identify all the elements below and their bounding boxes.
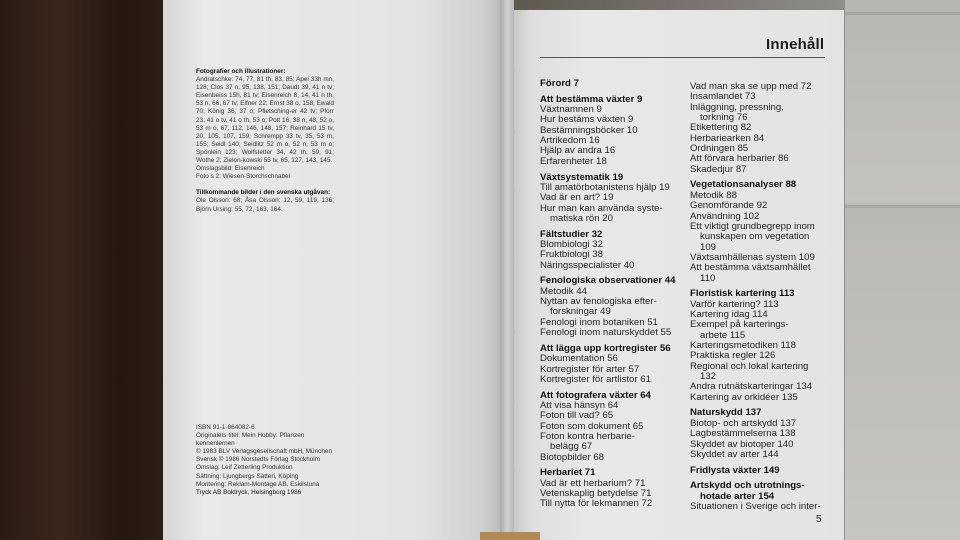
toc-entry: Skadedjur 87 xyxy=(690,163,747,175)
title-rule xyxy=(540,57,825,58)
toc-entry: Exempel på karterings- xyxy=(690,319,789,331)
toc-entry: Växtsamhällenas system 109 xyxy=(690,251,815,263)
toc-entry: Vad är ett herbarium? 71 xyxy=(540,477,646,489)
toc-entry: Vad man ska se upp med 72 xyxy=(690,81,812,92)
toc-entry: Biotopbilder 68 xyxy=(540,451,605,463)
toc-section xyxy=(690,408,840,460)
toc-section xyxy=(690,481,840,512)
printer: Tryck AB Boktryck, Helsingborg 1986 xyxy=(196,488,302,496)
toc-entry: Växtnamnen 9 xyxy=(540,104,602,116)
toc-entry: Fenologi inom naturskyddet 55 xyxy=(540,327,672,339)
toc-section-heading: Förord 7 xyxy=(540,78,579,89)
toc-section-heading: Floristisk kartering 113 xyxy=(690,288,795,300)
page-number: 5 xyxy=(816,514,822,525)
toc-section-heading-cont: hotade arter 154 xyxy=(700,490,775,502)
toc-section-heading: Att fotografera växter 64 xyxy=(540,389,651,401)
toc-entry: Metodik 44 xyxy=(540,285,587,297)
toc-entry: Fruktbiologi 38 xyxy=(540,249,603,261)
credits-text: Andratschke: 74, 77, 81 th, 83, 85; Apel 33h mn, 128; Clos 37 n, 95, 138, 151; Daudt 39, 41 n tv; Eisenbeiss 15h, 81 tv; Eisenreich 8, 14, 41 n th, 53 n, 66, 67 tv; Elfner 22; Ernst 38 o, 158; Ewald 70; König 36, 37 o; Pfletsching-er 42 tv; Pforr 23, 41 o tv, 41 o th, 53 o; Pott 16, 38 n, 48, 52 o, 53 m o, 67, 112, 146, 148, 157; Reinhard 15 tv, 20, 105, 107, 159; Schrempp 33 tv, 35, 53 m, 155; Seidl 140; Seidlitz 52 m o, 52 n, 53 m o; Spönlein 123; Wolfstetter 34, 42 th, 59, 91; Wothe 2; Zielon-kowski 55 tv, 65, 127, 143, 145. xyxy=(196,76,334,165)
toc-section xyxy=(690,466,840,476)
toc-section-heading: Att bestämma växter 9 xyxy=(540,93,643,105)
toc-entry: Foton till vad? 65 xyxy=(540,410,614,422)
toc-entry: Blombiologi 32 xyxy=(540,238,603,250)
toc-entry: Fenologi inom botaniken 51 xyxy=(540,316,658,328)
toc-entry: Foton kontra herbarie- xyxy=(540,431,635,442)
credits-heading: Fotografier och illustrationer: xyxy=(196,68,286,75)
toc-entry: Till amatörbotanistens hjälp 19 xyxy=(540,181,670,193)
toc-entry: Näringsspecialister 40 xyxy=(540,259,635,271)
tile-grout xyxy=(845,12,960,15)
photo-page-credit: Foto s 2: Wiesen-Storchschnabel xyxy=(196,173,291,181)
toc-section xyxy=(690,180,840,283)
toc-entry: Metodik 88 xyxy=(690,189,737,201)
toc-section-heading: Fridlysta växter 149 xyxy=(690,464,780,476)
toc-section-heading: Växtsystematik 19 xyxy=(540,171,624,183)
toc-entry: Till nytta för lekmannen 72 xyxy=(540,498,653,510)
toc-entry: Att förvara herbarier 86 xyxy=(690,153,789,165)
toc-entry: Kortregister för artlistor 61 xyxy=(540,373,651,385)
extra-heading: Tillkommande bilder i den svenska utgåvan: xyxy=(196,189,331,197)
toc-section-heading: Naturskydd 137 xyxy=(690,407,762,419)
background-tile xyxy=(845,0,960,540)
toc-entry: Hjälp av andra 16 xyxy=(540,145,616,157)
toc-section-heading: Fenologiska observationer 44 xyxy=(540,275,676,287)
imprint xyxy=(196,424,334,497)
toc-entry: Vad är en art? 19 xyxy=(540,192,614,204)
toc-entry: 109 xyxy=(700,241,717,253)
toc-section-heading: Vegetationsanalyser 88 xyxy=(690,179,797,191)
toc-section xyxy=(540,95,690,167)
toc-entry: Vetenskaplig betydelse 71 xyxy=(540,488,652,500)
original-title: Originalets titel: Mein Hobby: Pflanzen kennenlernen xyxy=(196,432,305,448)
toc-entry: Dokumentation 56 xyxy=(540,353,618,365)
toc-section xyxy=(540,79,690,89)
toc-column-right xyxy=(690,82,840,518)
toc-entry: Ett viktigt grundbegrepp inom xyxy=(690,220,815,232)
toc-section xyxy=(540,230,690,271)
toc-entry: Att visa hänsyn 64 xyxy=(540,399,619,411)
toc-section-heading: Fältstudier 32 xyxy=(540,228,603,240)
toc-section xyxy=(540,276,690,338)
toc-entry: Herbariearken 84 xyxy=(690,132,765,144)
toc-section xyxy=(540,468,690,509)
toc-section xyxy=(540,391,690,463)
toc-column-left xyxy=(540,79,690,515)
extra-credits: Ole Olsson: 68; Åsa Olsson: 12, 59, 119, 136; Björn Ursing: 55, 72, 163, 164. xyxy=(196,197,334,213)
cover-design: Omslag: Leif Zetterling Produktion xyxy=(196,464,293,472)
toc-entry: torkning 76 xyxy=(700,112,748,124)
toc-entry: forskningar 49 xyxy=(550,306,611,318)
toc-entry: Situationen i Sverige och inter- xyxy=(690,501,821,513)
toc-entry: kunskapen om vegetation xyxy=(700,231,810,243)
typesetting: Sättning: Ljungbergs Sätteri, Köping xyxy=(196,472,299,480)
toc-entry: Erfarenheter 18 xyxy=(540,155,607,167)
toc-entry: Ordningen 85 xyxy=(690,143,749,155)
toc-section xyxy=(690,82,840,175)
toc-entry: Andra rutnätskarteringar 134 xyxy=(690,381,813,393)
page-title: Innehåll xyxy=(766,36,825,53)
toc-entry: arbete 115 xyxy=(700,329,746,341)
book-gutter xyxy=(500,0,514,540)
toc-entry: Artrikedom 16 xyxy=(540,135,600,147)
toc-section-heading: Herbariet 71 xyxy=(540,467,596,479)
toc-section xyxy=(540,173,690,225)
toc-entry: Hur bestäms växten 9 xyxy=(540,114,634,126)
toc-entry: Varför kartering? 113 xyxy=(690,298,779,310)
copyright-original: © 1983 BLV Verlagsgesellschaft mbH, München xyxy=(196,448,333,456)
toc-entry: belägg 67 xyxy=(550,441,593,453)
photo-credits xyxy=(196,68,334,214)
toc-entry: Karteringsmetodiken 118 xyxy=(690,340,796,352)
toc-section-heading: Artskydd och utrotnings- xyxy=(690,480,805,492)
toc-entry: Genomförande 92 xyxy=(690,200,768,212)
tile-grout xyxy=(845,205,960,208)
toc-entry: Kortregister för arter 57 xyxy=(540,363,640,375)
toc-entry: Användning 102 xyxy=(690,210,760,222)
book-cover-edge xyxy=(480,532,540,540)
copyright-swedish: Svensk © 1986 Norstedts Förlag Stockholm xyxy=(196,456,321,464)
toc-entry: Kartering idag 114 xyxy=(690,309,768,320)
cover-credit: Omslagsbild: Eisenreich xyxy=(196,165,265,173)
toc-entry: Insamlandet 73 xyxy=(690,91,756,103)
toc-entry: matiska rön 20 xyxy=(550,212,613,224)
toc-entry: 132 xyxy=(700,371,717,383)
toc-entry: Skyddet av arter 144 xyxy=(690,448,779,460)
toc-entry: 110 xyxy=(700,272,716,284)
isbn: ISBN 91-1-864082-6 xyxy=(196,424,255,431)
toc-section xyxy=(540,344,690,385)
toc-entry: Regional och lokal kartering xyxy=(690,360,809,372)
toc-entry: Etikettering 82 xyxy=(690,122,752,134)
toc-entry: Bestämningsböcker 10 xyxy=(540,124,638,136)
toc-entry: Biotop- och artskydd 137 xyxy=(690,417,797,429)
toc-entry: Foton som dokument 65 xyxy=(540,420,644,432)
toc-entry: Att bestämma växtsamhället xyxy=(690,262,811,274)
toc-entry: Kartering av orkidéer 135 xyxy=(690,391,798,403)
toc-entry: Lagbestämmelserna 138 xyxy=(690,428,796,440)
toc-entry: Nyttan av fenologiska efter- xyxy=(540,296,657,308)
toc-entry: Skyddet av biotoper 140 xyxy=(690,438,794,450)
toc-section-heading: Att lägga upp kortregister 56 xyxy=(540,342,671,354)
toc-section xyxy=(690,289,840,403)
toc-entry: Inläggning, pressning, xyxy=(690,101,784,113)
montage: Montering: Reklam-Montage AB, Eskilstuna xyxy=(196,480,320,488)
toc-entry: Hur man kan använda syste- xyxy=(540,202,663,214)
toc-entry: Praktiska regler 126 xyxy=(690,350,776,362)
